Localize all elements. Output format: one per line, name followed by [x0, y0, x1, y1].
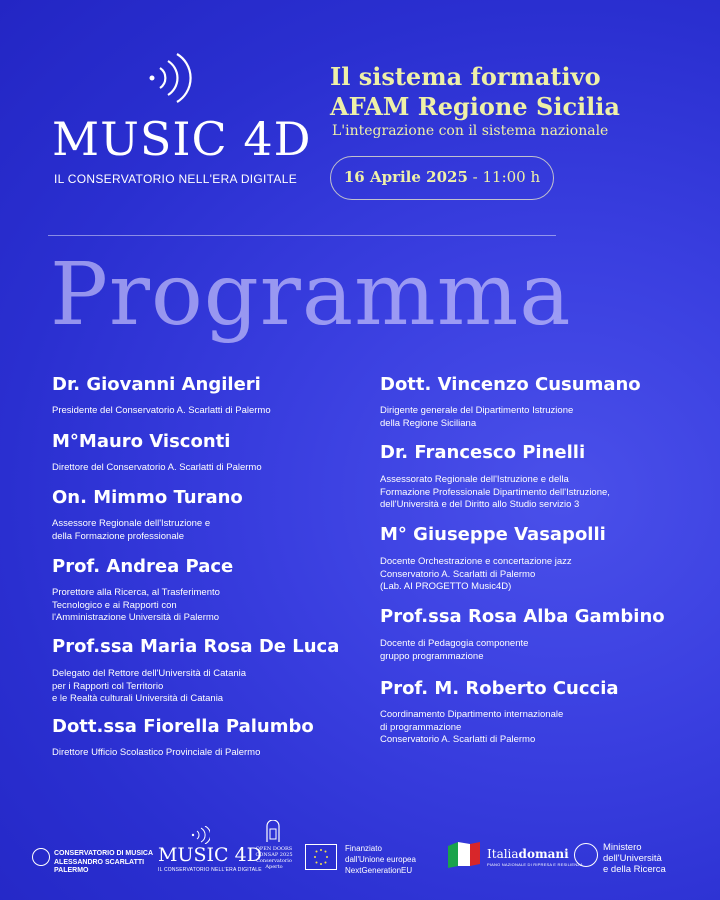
italia-domani-flag-icon	[444, 838, 484, 870]
speaker-role: Direttore del Conservatorio A. Scarlatti di Palermo	[52, 462, 262, 473]
domani-word: domani	[518, 847, 569, 861]
speaker-name: Prof. M. Roberto Cuccia	[380, 678, 619, 699]
italia-word: Italia	[487, 847, 519, 861]
date-badge	[330, 156, 554, 200]
open-doors-icon	[264, 820, 282, 842]
header-divider	[48, 235, 556, 236]
speaker-role: Presidente del Conservatorio A. Scarlatti di Palermo	[52, 405, 271, 416]
footer-italia-domani	[487, 847, 569, 861]
footer-music4d-title: MUSIC 4D	[158, 844, 262, 866]
footer-conservatorio: CONSERVATORIO DI MUSICA ALESSANDRO SCARLATTI PALERMO	[54, 850, 154, 874]
event-subtitle: L'integrazione con il sistema nazionale	[332, 123, 609, 139]
logo-subtitle: IL CONSERVATORIO NELL'ERA DIGITALE	[54, 172, 298, 186]
footer-ministero: Ministero dell'Università e della Ricerca	[603, 842, 666, 875]
footer-eu-funding: Finanziato dall'Unione europea NextGenerationEU	[345, 844, 416, 875]
event-title-line1: Il sistema formativo	[330, 62, 601, 91]
speaker-role: Docente di Pedagogia componente gruppo programmazione	[380, 638, 529, 662]
event-date: 16 Aprile 2025	[343, 168, 468, 186]
speaker-name: Prof. Andrea Pace	[52, 556, 234, 577]
speaker-name: M°Mauro Visconti	[52, 431, 231, 452]
speaker-role: Assessore Regionale dell'Istruzione e della Formazione professionale	[52, 518, 211, 542]
speaker-name: M° Giuseppe Vasapolli	[380, 524, 606, 545]
speaker-role: Dirigente generale del Dipartimento Istruzione della Regione Siciliana	[380, 405, 574, 429]
conservatorio-logo-icon	[32, 848, 50, 866]
speaker-name: Dr. Francesco Pinelli	[380, 442, 586, 463]
speaker-name: On. Mimmo Turano	[52, 487, 243, 508]
footer-sound-waves-icon	[190, 826, 210, 844]
logo-title: MUSIC 4D	[52, 112, 312, 166]
speaker-name: Dott.ssa Fiorella Palumbo	[52, 716, 314, 737]
speaker-name: Dr. Giovanni Angileri	[52, 374, 261, 395]
footer-music4d-subtitle: IL CONSERVATORIO NELL'ERA DIGITALE	[158, 867, 262, 873]
speaker-role: Direttore Ufficio Scolastico Provinciale di Palermo	[52, 747, 261, 758]
speaker-name: Prof.ssa Rosa Alba Gambino	[380, 606, 665, 627]
speaker-role: Coordinamento Dipartimento internazionale di programmazione Conservatorio A. Scarlatti di Palermo	[380, 709, 564, 745]
programma-heading: Programma	[50, 245, 572, 345]
event-time: - 11:00 h	[467, 168, 541, 186]
speaker-role: Delegato del Rettore dell'Università di Catania per i Rapporti col Territorio e le Realtà culturali Università di Catania	[52, 668, 247, 704]
ministero-emblem-icon	[574, 843, 598, 867]
speaker-name: Prof.ssa Maria Rosa De Luca	[52, 636, 340, 657]
event-title	[330, 62, 620, 122]
sound-waves-icon	[146, 50, 198, 106]
eu-flag-icon	[305, 844, 337, 870]
speaker-role: Assessorato Regionale dell'Istruzione e della Formazione Professionale Dipartimento dell'Istruzione, dell'Università e del Diritto allo Studio servizio 3	[380, 474, 610, 510]
event-title-line2: AFAM Regione Sicilia	[330, 92, 620, 121]
speaker-role: Docente Orchestrazione e concertazione jazz Conservatorio A. Scarlatti di Palermo (Lab. AI PROGETTO Music4D)	[380, 556, 572, 592]
speaker-name: Dott. Vincenzo Cusumano	[380, 374, 641, 395]
footer-open-doors: OPEN DOORS CONSAP 2025 Conservatorio Aperto	[255, 846, 293, 870]
footer-pnrr: PIANO NAZIONALE DI RIPRESA E RESILIENZA	[487, 862, 583, 867]
speaker-role: Prorettore alla Ricerca, al Trasferimento Tecnologico e ai Rapporti con l'Amministrazione Università di Palermo	[52, 587, 220, 623]
